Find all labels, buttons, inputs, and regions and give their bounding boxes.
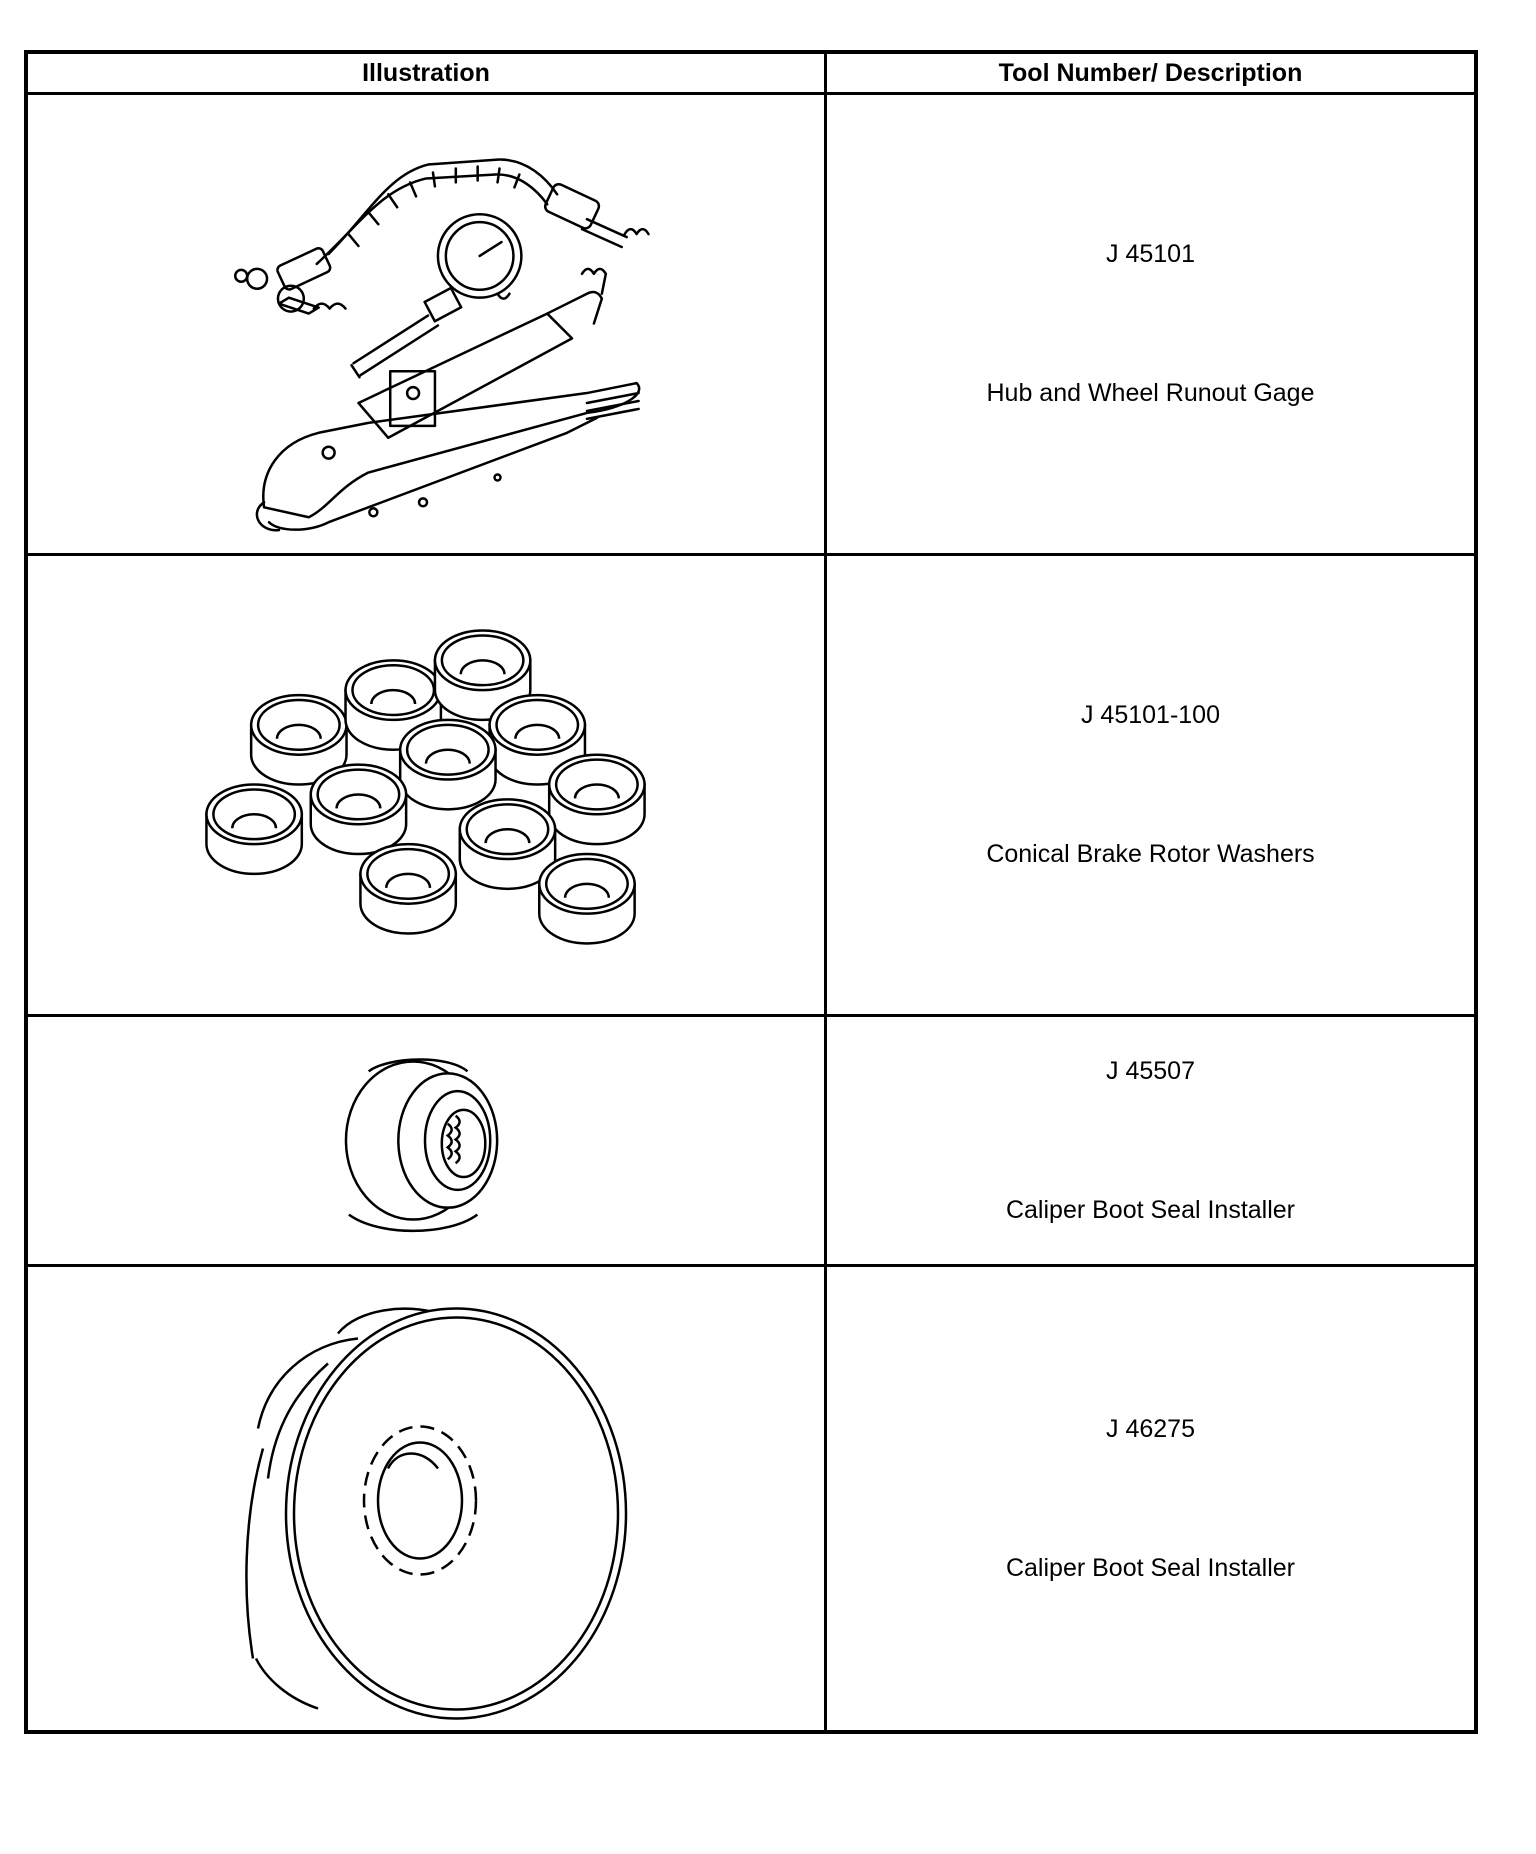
runout-gage-icon — [28, 95, 824, 553]
description-cell-3 — [827, 1017, 1474, 1267]
conical-washers-icon — [28, 556, 824, 1014]
seal-installer-small-icon — [28, 1017, 824, 1264]
tool-description: Caliper Boot Seal Installer — [1005, 1553, 1296, 1582]
tool-description: Conical Brake Rotor Washers — [986, 840, 1315, 868]
seal-installer-large-icon — [28, 1267, 824, 1730]
tool-description: Caliper Boot Seal Installer — [1005, 1195, 1296, 1224]
illustration-cell-4 — [28, 1267, 827, 1730]
washer-icon — [360, 844, 455, 933]
tool-description: Hub and Wheel Runout Gage — [986, 379, 1315, 407]
tool-table — [24, 50, 1478, 1734]
illustration-cell-1 — [28, 95, 827, 556]
header-tool-description — [827, 54, 1474, 95]
washer-icon — [400, 720, 495, 809]
tool-number: J 46275 — [1106, 1414, 1195, 1443]
washer-icon — [311, 765, 406, 854]
description-cell-1 — [827, 95, 1474, 556]
illustration-cell-3 — [28, 1017, 827, 1267]
tool-number: J 45101 — [1106, 240, 1195, 268]
washer-icon — [549, 755, 644, 844]
washer-icon — [206, 785, 301, 874]
illustration-cell-2 — [28, 556, 827, 1017]
description-cell-2 — [827, 556, 1474, 1017]
header-illustration-label: Illustration — [362, 58, 490, 87]
header-tool-label: Tool Number/ Description — [998, 58, 1303, 87]
washer-icon — [539, 854, 634, 943]
tool-number: J 45101-100 — [1080, 701, 1220, 729]
tool-number: J 45507 — [1106, 1056, 1195, 1085]
header-illustration — [28, 54, 827, 95]
description-cell-4 — [827, 1267, 1474, 1730]
